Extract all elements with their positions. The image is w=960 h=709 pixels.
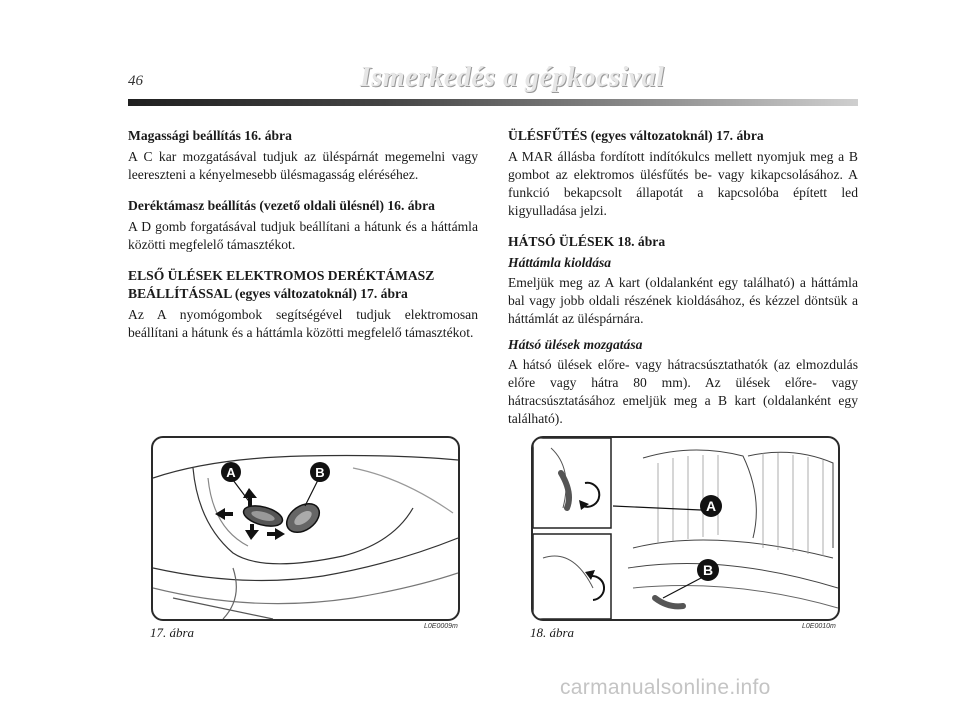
figure-17-code: L0E0009m (424, 623, 458, 630)
section-heading-rear-seats: HÁTSÓ ÜLÉSEK 18. ábra (508, 234, 666, 249)
section-text-height-adjust: A C kar mozgatásával tudjuk az üléspárnát megemelni vagy leereszteni a kényelmesebb ülésmagasság eléréséhez. (128, 149, 478, 182)
subheading-rear-seat-move: Hátsó ülések mozgatása (508, 337, 643, 352)
backrest-release-lever (561, 473, 569, 508)
section-text-lumbar: A D gomb forgatásával tudjuk beállítani a hátunk és a háttámla közötti megfelelő támasztékot. (128, 219, 478, 252)
text-rear-seat-move: A hátsó ülések előre- vagy hátracsúsztathatók (az elmozdulás előre vagy hátra 80 mm). Az ülések előre- vagy hátracsúsztatásához emeljük meg a B kart (oldalanként egy található). (508, 357, 858, 426)
slide-lever (655, 598, 683, 606)
page-header (0, 0, 960, 110)
label-a: A (705, 498, 717, 514)
page-title: Ismerkedés a gépkocsival (360, 62, 665, 93)
right-column (508, 127, 858, 441)
text-backrest-release: Emeljük meg az A kart (oldalanként egy található) a háttámla bal vagy jobb oldali részének kioldásához, és kézzel döntsük a háttámlát az üléspárnára. (508, 275, 858, 326)
figure-18-rear-seats (531, 436, 840, 621)
figure-18-code: L0E0010m (802, 623, 836, 630)
heading-line: ELSŐ ÜLÉSEK ELEKTROMOS DERÉKTÁMASZ (128, 268, 435, 283)
lumbar-buttons-a (241, 502, 284, 530)
label-b: B (702, 562, 714, 578)
heading-line: BEÁLLÍTÁSSAL (egyes változatoknál) 17. ábra (128, 286, 408, 301)
header-gradient-bar (128, 99, 858, 106)
figure-17-seat-controls (151, 436, 460, 621)
site-watermark: carmanualsonline.info (560, 676, 771, 699)
seat-controls-illustration (153, 438, 458, 619)
section-text-seat-heating: A MAR állásba fordított indítókulcs mellett nyomjuk meg a B gombot az elektromos ülésfűtés be- vagy kikapcsolásához. A funkció bekapcsolt állapotát a kapcsolóba épített led kigyulladása jelzi. (508, 149, 858, 218)
label-b: B (315, 465, 325, 480)
section-heading-lumbar: Deréktámasz beállítás (vezető oldali ülésnél) 16. ábra (128, 198, 435, 213)
section-heading-electric-lumbar (128, 267, 478, 303)
figure-17-caption: 17. ábra (150, 625, 195, 640)
rear-seats-illustration (533, 438, 838, 619)
left-column (128, 127, 478, 355)
section-heading-height-adjust: Magassági beállítás 16. ábra (128, 128, 292, 143)
section-text-electric-lumbar: Az A nyomógombok segítségével tudjuk elektromosan beállítani a hátunk és a háttámla közötti megfelelő támasztékot. (128, 307, 478, 340)
subheading-backrest-release: Háttámla kioldása (508, 255, 612, 270)
seat-heating-button-b (281, 498, 324, 538)
label-a: A (226, 465, 236, 480)
figure-18-caption: 18. ábra (530, 625, 575, 640)
section-heading-seat-heating: ÜLÉSFŰTÉS (egyes változatoknál) 17. ábra (508, 128, 764, 143)
page-number: 46 (128, 73, 143, 89)
